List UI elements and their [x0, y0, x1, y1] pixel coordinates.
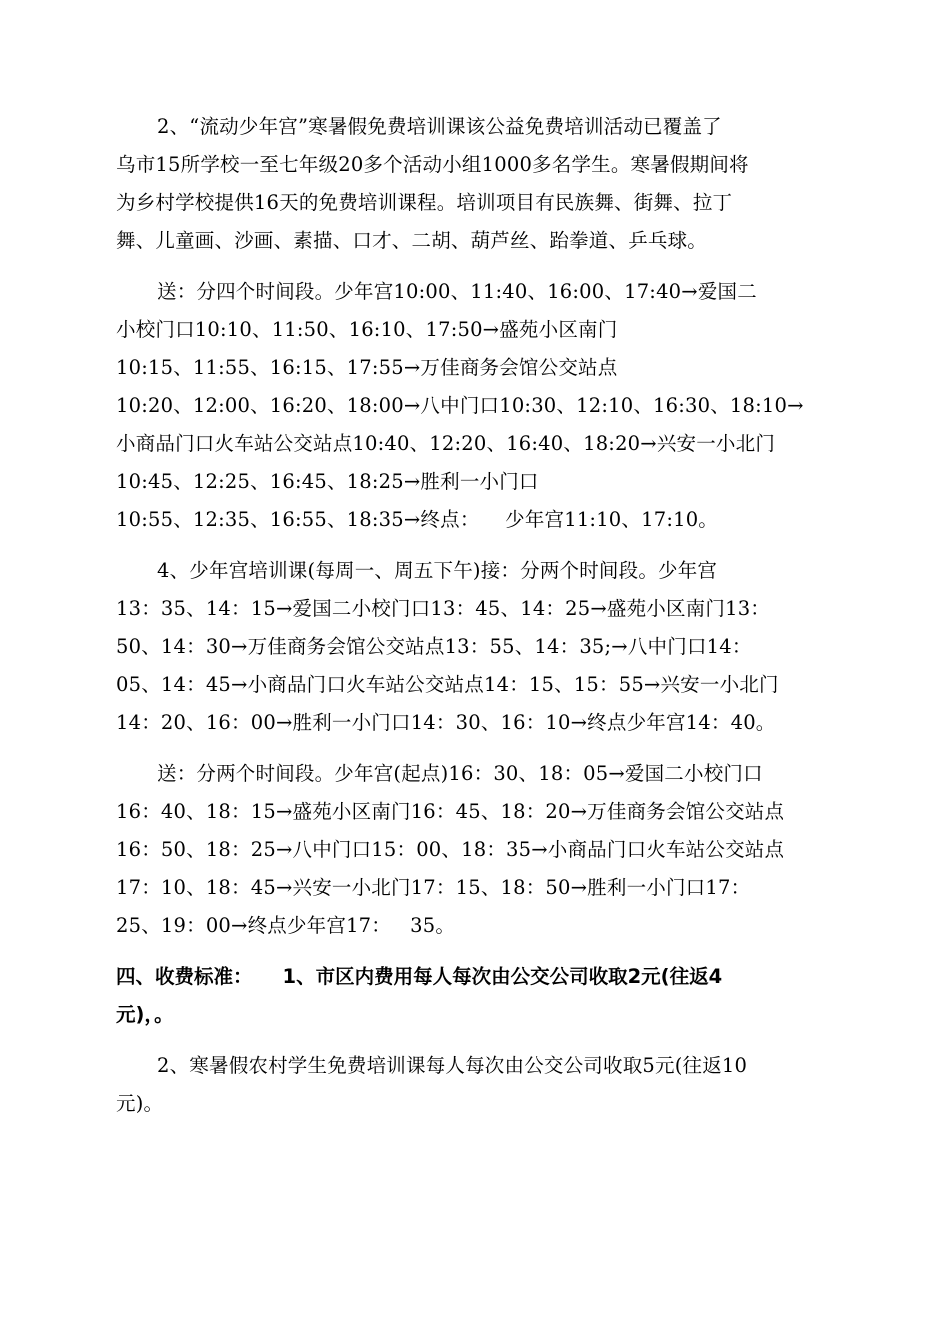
paragraph-dropoff-four-slots	[116, 273, 838, 539]
text-line: 50、14：30→万佳商务会馆公交站点13：55、14：35;→八中门口14：	[116, 635, 752, 658]
text-line: 10:15、11:55、16:15、17:55→万佳商务会馆公交站点	[116, 356, 618, 379]
text-line: 2、“流动少年宫”寒暑假免费培训课该公益免费培训活动已覆盖了	[157, 115, 722, 138]
text-line: 13：35、14：15→爱国二小校门口13：45、14：25→盛苑小区南门13：	[116, 597, 770, 620]
text-line: 05、14：45→小商品门口火车站公交站点14：15、15：55→兴安一小北门	[116, 673, 779, 696]
paragraph-pickup-two-slots	[116, 552, 838, 742]
text-line: 舞、儿童画、沙画、素描、口才、二胡、葫芦丝、跆拳道、乒乓球。	[116, 229, 708, 252]
text-line: 10:45、12:25、16:45、18:25→胜利一小门口	[116, 470, 539, 493]
text-line: 乌市15所学校一至七年级20多个活动小组1000多名学生。寒暑假期间将	[116, 153, 749, 176]
text-line: 为乡村学校提供16天的免费培训课程。培训项目有民族舞、街舞、拉丁	[116, 191, 733, 214]
text-line: 元)。	[116, 1092, 164, 1115]
text-line: 17：10、18：45→兴安一小北门17：15、18：50→胜利一小门口17：	[116, 876, 751, 899]
paragraph-training-intro	[116, 108, 838, 260]
document-page	[116, 108, 838, 1136]
paragraph-rural-fee	[116, 1047, 838, 1123]
text-line: 25、19：00→终点少年宫17： 35。	[116, 914, 456, 937]
text-line: 10:20、12:00、16:20、18:00→八中门口10:30、12:10、16:30、18:10→	[116, 394, 804, 417]
text-line: 14：20、16：00→胜利一小门口14：30、16：10→终点少年宫14：40。	[116, 711, 776, 734]
section-title: 四、收费标准：	[116, 965, 253, 988]
text-line: 4、少年宫培训课(每周一、周五下午)接：分两个时间段。少年宫	[157, 559, 718, 582]
text-line: 10:55、12:35、16:55、18:35→终点： 少年宫11:10、17:10。	[116, 508, 719, 531]
text-line: 小校门口10:10、11:50、16:10、17:50→盛苑小区南门	[116, 318, 618, 341]
fee-item-urban: 1、市区内费用每人每次由公交公司收取2元(往返4	[282, 965, 723, 988]
text-line: 送：分两个时间段。少年宫(起点)16：30、18：05→爱国二小校门口	[157, 762, 763, 785]
text-line: 小商品门口火车站公交站点10:40、12:20、16:40、18:20→兴安一小北门	[116, 432, 776, 455]
fee-item-urban-continued: 元)，。	[116, 1003, 174, 1026]
text-line: 送：分四个时间段。少年宫10:00、11:40、16:00、17:40→爱国二	[157, 280, 757, 303]
fee-standard-heading	[116, 958, 838, 1034]
text-line: 16：50、18：25→八中门口15：00、18：35→小商品门口火车站公交站点	[116, 838, 785, 861]
paragraph-dropoff-two-slots	[116, 755, 838, 945]
text-line: 16：40、18：15→盛苑小区南门16：45、18：20→万佳商务会馆公交站点	[116, 800, 785, 823]
text-line: 2、寒暑假农村学生免费培训课每人每次由公交公司收取5元(往返10	[157, 1054, 748, 1077]
